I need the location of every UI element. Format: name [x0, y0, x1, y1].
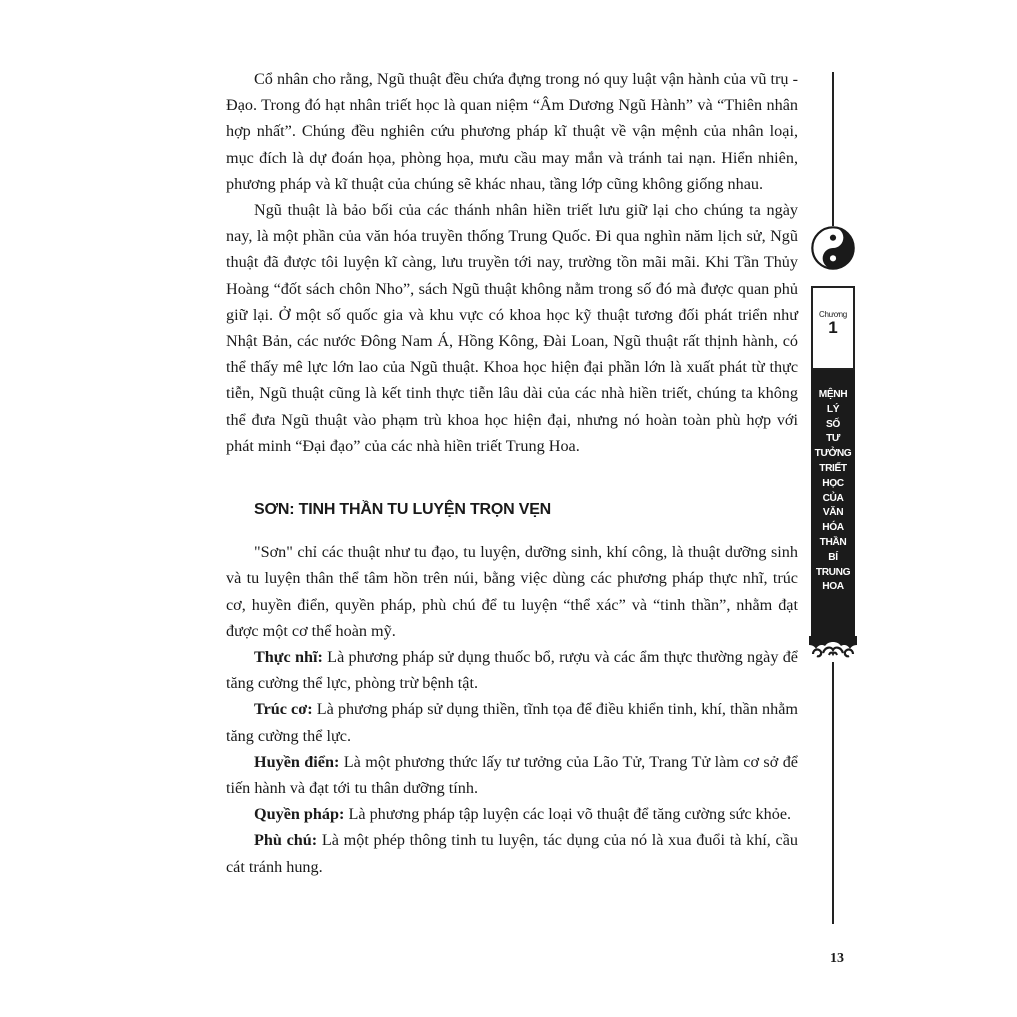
chapter-number: 1 — [828, 318, 838, 337]
definition-truc-co — [226, 696, 798, 748]
chapter-title-word: SỐ — [826, 418, 840, 430]
definition-term: Trúc cơ: — [254, 700, 313, 719]
chapter-title-word: VĂN — [822, 507, 844, 519]
sidebar-rule-bottom — [832, 662, 834, 924]
definition-text: Là phương pháp sử dụng thuốc bổ, rượu và các ẩm thực thường ngày để tăng cường thể lực, phòng trừ bệnh tật. — [226, 648, 798, 693]
definition-term: Thực nhĩ: — [254, 648, 323, 667]
chapter-title-word: CỦA — [822, 492, 844, 504]
chapter-title-word: TƯ — [826, 433, 840, 445]
definition-text: Là một phương thức lấy tư tưởng của Lão Tử, Trang Tử làm cơ sở để tiến hành và đạt tới tu thân dưỡng tính. — [226, 752, 798, 798]
chapter-title-word: TRUNG — [815, 566, 851, 578]
definition-text: Là phương pháp tập luyện các loại võ thuật để tăng cường sức khỏe. — [344, 805, 792, 824]
chapter-title-word: HOA — [822, 581, 844, 593]
definition-thuc-nhi — [226, 644, 798, 696]
definition-quyen-phap — [226, 801, 798, 827]
definition-text: Là một phép thông tinh tu luyện, tác dụng của nó là xua đuổi tà khí, cầu cát tránh hung. — [226, 831, 798, 876]
chapter-title-word: THẦN — [819, 536, 847, 548]
page-number: 13 — [830, 951, 844, 966]
chapter-title-word: HỌC — [822, 477, 844, 489]
chapter-title-word: TƯỞNG — [814, 448, 852, 460]
chapter-title-word: LÝ — [826, 403, 840, 415]
sidebar-rule-top — [832, 72, 834, 226]
section-intro-paragraph: "Sơn" chỉ các thuật như tu đạo, tu luyện, dưỡng sinh, khí công, là thuật dưỡng sinh và tu luyện thân thể tâm hồn trên núi, bằng việc dùng các phương pháp thực nhĩ, trúc cơ, huyền điển, quyền pháp, phù chú để tu luyện “thể xác” và “tinh thần”, nhằm đạt được một cơ thể hoàn mỹ. — [226, 543, 798, 640]
section-heading: SƠN: TINH THẦN TU LUYỆN TRỌN VẸN — [254, 501, 552, 519]
chapter-title-word: HÓA — [822, 522, 844, 534]
definition-term: Quyền pháp: — [254, 805, 345, 824]
definition-term: Huyền điển: — [254, 752, 340, 771]
body-paragraph-2: Ngũ thuật là bảo bối của các thánh nhân hiền triết lưu giữ lại cho chúng ta ngày nay, là một phần của văn hóa truyền thống Trung Quốc. Đi qua nghìn năm lịch sử, Ngũ thuật đã được tôi luyện kĩ càng, lưu truyền tới nay, trường tồn mãi mãi. Khi Tần Thủy Hoàng “đốt sách chôn Nho”, sách Ngũ thuật không nằm trong số đó mà được quan phủ giữ lại. Ở một số quốc gia và khu vực có khoa học kỹ thuật tương đối phát triển như Nhật Bản, các nước Đông Nam Á, Hồng Kông, Đài Loan, Ngũ thuật rất thịnh hành, có thể thấy mê lực lớn lao của Ngũ thuật. Khoa học hiện đại phần lớn là xuất phát từ thực tiễn, Ngũ thuật cũng là kết tinh thực tiễn lâu dài của các nhà hiền triết, chúng ta không thể đưa Ngũ thuật vào phạm trù khoa học hiện đại, nhưng nó hoàn toàn phù hợp với phát minh “Đại đạo” của các nhà hiền triết Trung Hoa. — [226, 201, 798, 455]
definition-huyen-dien — [226, 749, 798, 801]
main-text-column — [226, 66, 798, 880]
chapter-title-tab — [811, 370, 855, 638]
chapter-label: Chương — [819, 310, 847, 319]
definition-phu-chu — [226, 827, 798, 879]
chapter-title-word: MỆNH — [818, 389, 848, 400]
definition-text: Là phương pháp sử dụng thiền, tĩnh tọa để điều khiển tinh, khí, thần nhằm tăng cường thể lực. — [226, 700, 798, 745]
yin-yang-icon — [811, 226, 855, 270]
chapter-title-word: BÍ — [828, 551, 838, 563]
chapter-title-word: TRIẾT — [819, 462, 847, 474]
definition-term: Phù chú: — [254, 831, 318, 850]
body-paragraph-1: Cổ nhân cho rằng, Ngũ thuật đều chứa đựng trong nó quy luật vận hành của vũ trụ - Đạo. Trong đó hạt nhân triết học là quan niệm “Âm Dương Ngũ Hành” và “Thiên nhân hợp nhất”. Chúng đều nghiên cứu phương pháp kĩ thuật về vận mệnh của nhân loại, mục đích là dự đoán họa, phòng họa, mưu cầu may mắn và tránh tai nạn. Hiển nhiên, phương pháp và kĩ thuật của chúng sẽ khác nhau, tầng lớp cũng không giống nhau. — [226, 70, 798, 193]
cloud-scroll-icon — [809, 636, 857, 662]
chapter-box — [811, 286, 855, 370]
